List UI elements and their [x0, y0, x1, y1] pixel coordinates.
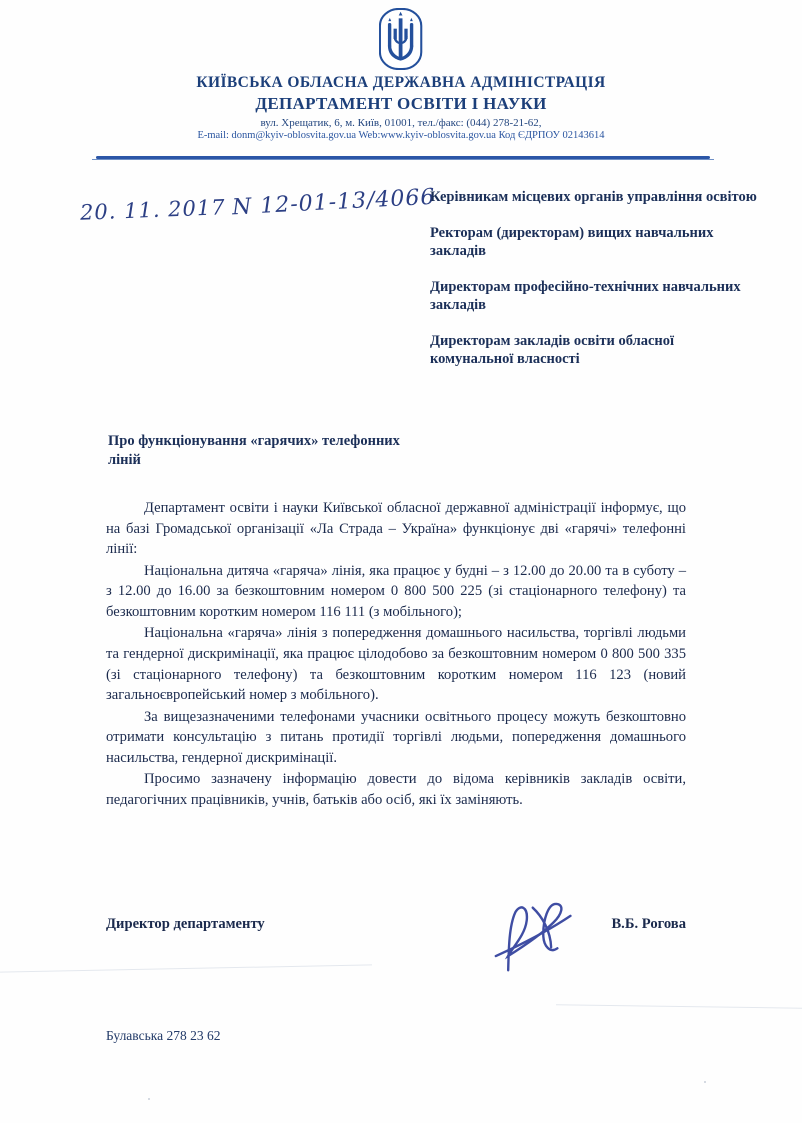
- body-paragraph: Департамент освіти і науки Київської обласної державної адміністрації інформує, що на базі Громадської організації «Ла Страда – Україна» функціонує дві «гарячі» телефонні лінії:: [106, 500, 686, 558]
- addressee-item: Директорам закладів освіти обласної комунальної власності: [430, 332, 675, 368]
- paper-fold-mark: [556, 1004, 802, 1008]
- subject-line: Про функціонування «гарячих» телефонних ліній: [108, 433, 400, 468]
- signer-position: Директор департаменту: [106, 916, 265, 932]
- registration-date: 20. 11. 2017: [79, 195, 227, 225]
- addressee-item: Директорам професійно-технічних навчальних закладів: [430, 278, 741, 314]
- executor-note: Булавська 278 23 62: [106, 1028, 221, 1043]
- department-name: ДЕПАРТАМЕНТ ОСВІТИ І НАУКИ: [255, 94, 547, 113]
- body-paragraph: Національна «гаряча» лінія з попередження домашнього насильства, торгівлі людьми та гендерної дискримінації, яка працює цілодобово за безкоштовним номером 0 800 500 335 (зі стаціонарного телефону) та безкоштовним коротким номером 116 123 (новий загальноєвропейський номер з мобільного).: [106, 625, 686, 704]
- addressee-item: Ректорам (директорам) вищих навчальних закладів: [430, 224, 714, 260]
- addressee-item: Керівникам місцевих органів управління освітою: [430, 189, 757, 205]
- signature-scribble-icon: [480, 889, 612, 992]
- registration-number: N 12-01-13/4066: [231, 184, 437, 221]
- body-paragraph: Національна дитяча «гаряча» лінія, яка працює у будні – з 12.00 до 20.00 та в суботу – з 12.00 до 16.00 за безкоштовним номером 0 800 500 225 (зі стаціонарного телефону) та безкоштовним коротким номером 116 111 (з мобільного);: [106, 562, 686, 621]
- header-divider: [96, 156, 710, 159]
- scan-speck: [704, 1081, 706, 1083]
- letterhead: [0, 8, 802, 144]
- address-line: вул. Хрещатик, 6, м. Київ, 01001, тел./факс: (044) 278-21-62,: [260, 117, 542, 129]
- signer-name: В.Б. Рогова: [611, 916, 686, 932]
- addressee-block: [430, 188, 760, 386]
- document-body: [106, 498, 686, 811]
- scan-speck: [148, 1098, 150, 1100]
- body-paragraph: Просимо зазначену інформацію довести до відома керівників закладів освіти, педагогічних працівників, учнів, батьків або осіб, які їх заміняють.: [106, 771, 686, 809]
- organization-name: КИЇВСЬКА ОБЛАСНА ДЕРЖАВНА АДМІНІСТРАЦІЯ: [196, 74, 606, 91]
- contact-line: E-mail: donm@kyiv-oblosvita.gov.ua Web:www.kyiv-oblosvita.gov.ua Код ЄДРПОУ 02143614: [197, 130, 605, 141]
- ukraine-coat-of-arms-trident-icon: [379, 8, 422, 70]
- body-paragraph: За вищезазначеними телефонами учасники освітнього процесу можуть безкоштовно отримати консультацію з питань протидії торгівлі людьми, попередження домашнього насильства, гендерної дискримінації.: [106, 708, 686, 767]
- paper-fold-mark: [0, 964, 372, 972]
